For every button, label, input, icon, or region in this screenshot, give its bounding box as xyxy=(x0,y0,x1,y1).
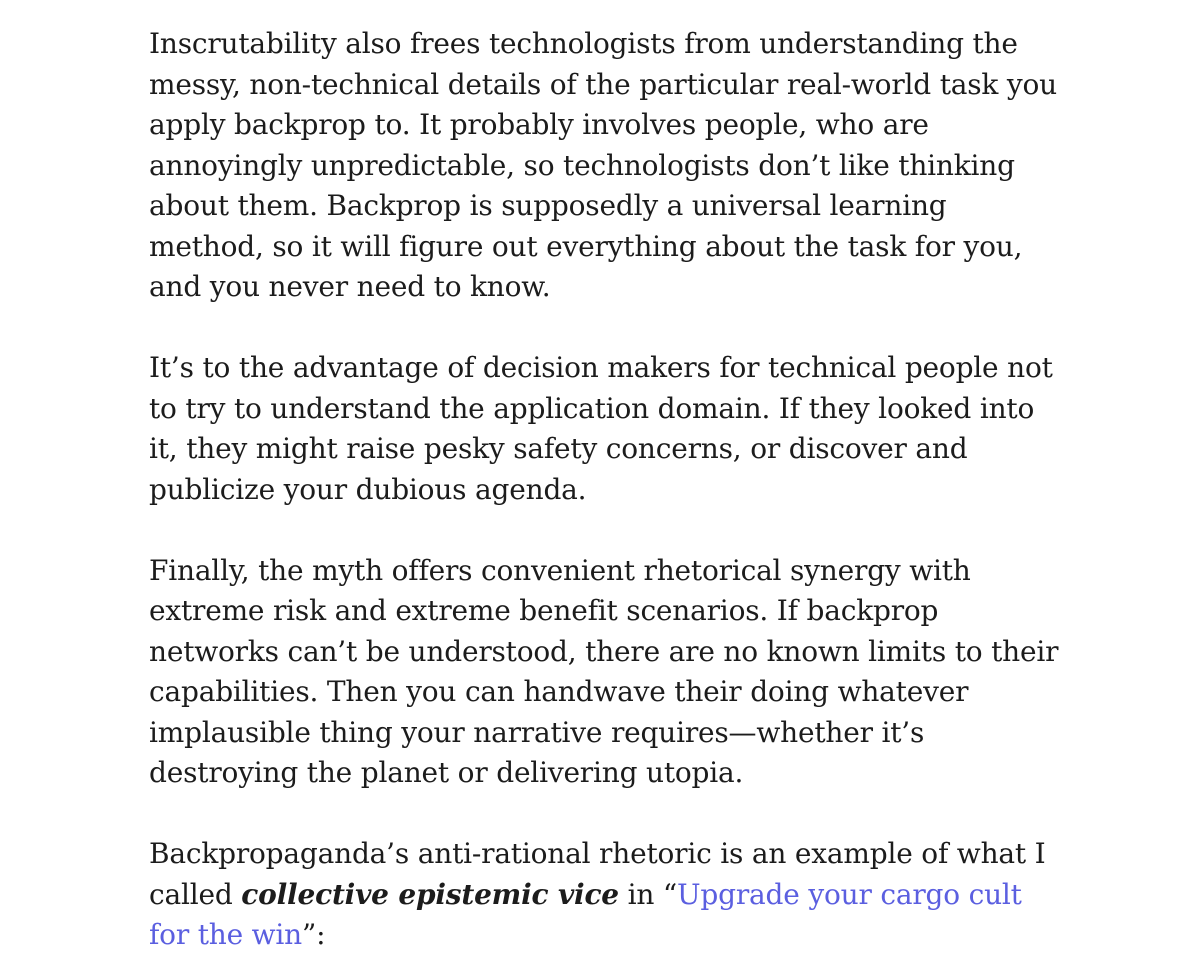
backpropaganda-text-start: Backpropaganda’s anti-rational rhetoric is an example of what I called xyxy=(149,837,1046,911)
article-body xyxy=(149,24,1059,956)
link-upgrade-cargo-cult[interactable]: Upgrade your cargo cult for the win xyxy=(149,877,1022,951)
paragraph-backpropaganda xyxy=(149,834,1059,956)
paragraph-decision-makers: It’s to the advantage of decision makers for technical people not to try to understand the application domain. If they looked into it, they might raise pesky safety concerns, or discover and publicize your dubious agenda. xyxy=(149,351,1053,506)
emphasis-collective-epistemic-vice: collective epistemic vice xyxy=(241,877,619,911)
backpropaganda-text-middle: in “ xyxy=(618,877,678,911)
backpropaganda-text-end: ”: xyxy=(302,918,326,951)
paragraph-inscrutability: Inscrutability also frees technologists from understanding the messy, non-technical details of the particular real-world task you apply backprop to. It probably involves people, who are annoyingly unpredictable, so technologists don’t like thinking about them. Backprop is supposedly a universal learning method, so it will figure out everything about the task for you, and you never need to know. xyxy=(149,27,1057,303)
paragraph-rhetorical-synergy: Finally, the myth offers convenient rhetorical synergy with extreme risk and extreme benefit scenarios. If backprop networks can’t be understood, there are no known limits to their capabilities. Then you can handwave their doing whatever implausible thing your narrative requires—whether it’s destroying the planet or delivering utopia. xyxy=(149,553,1059,789)
